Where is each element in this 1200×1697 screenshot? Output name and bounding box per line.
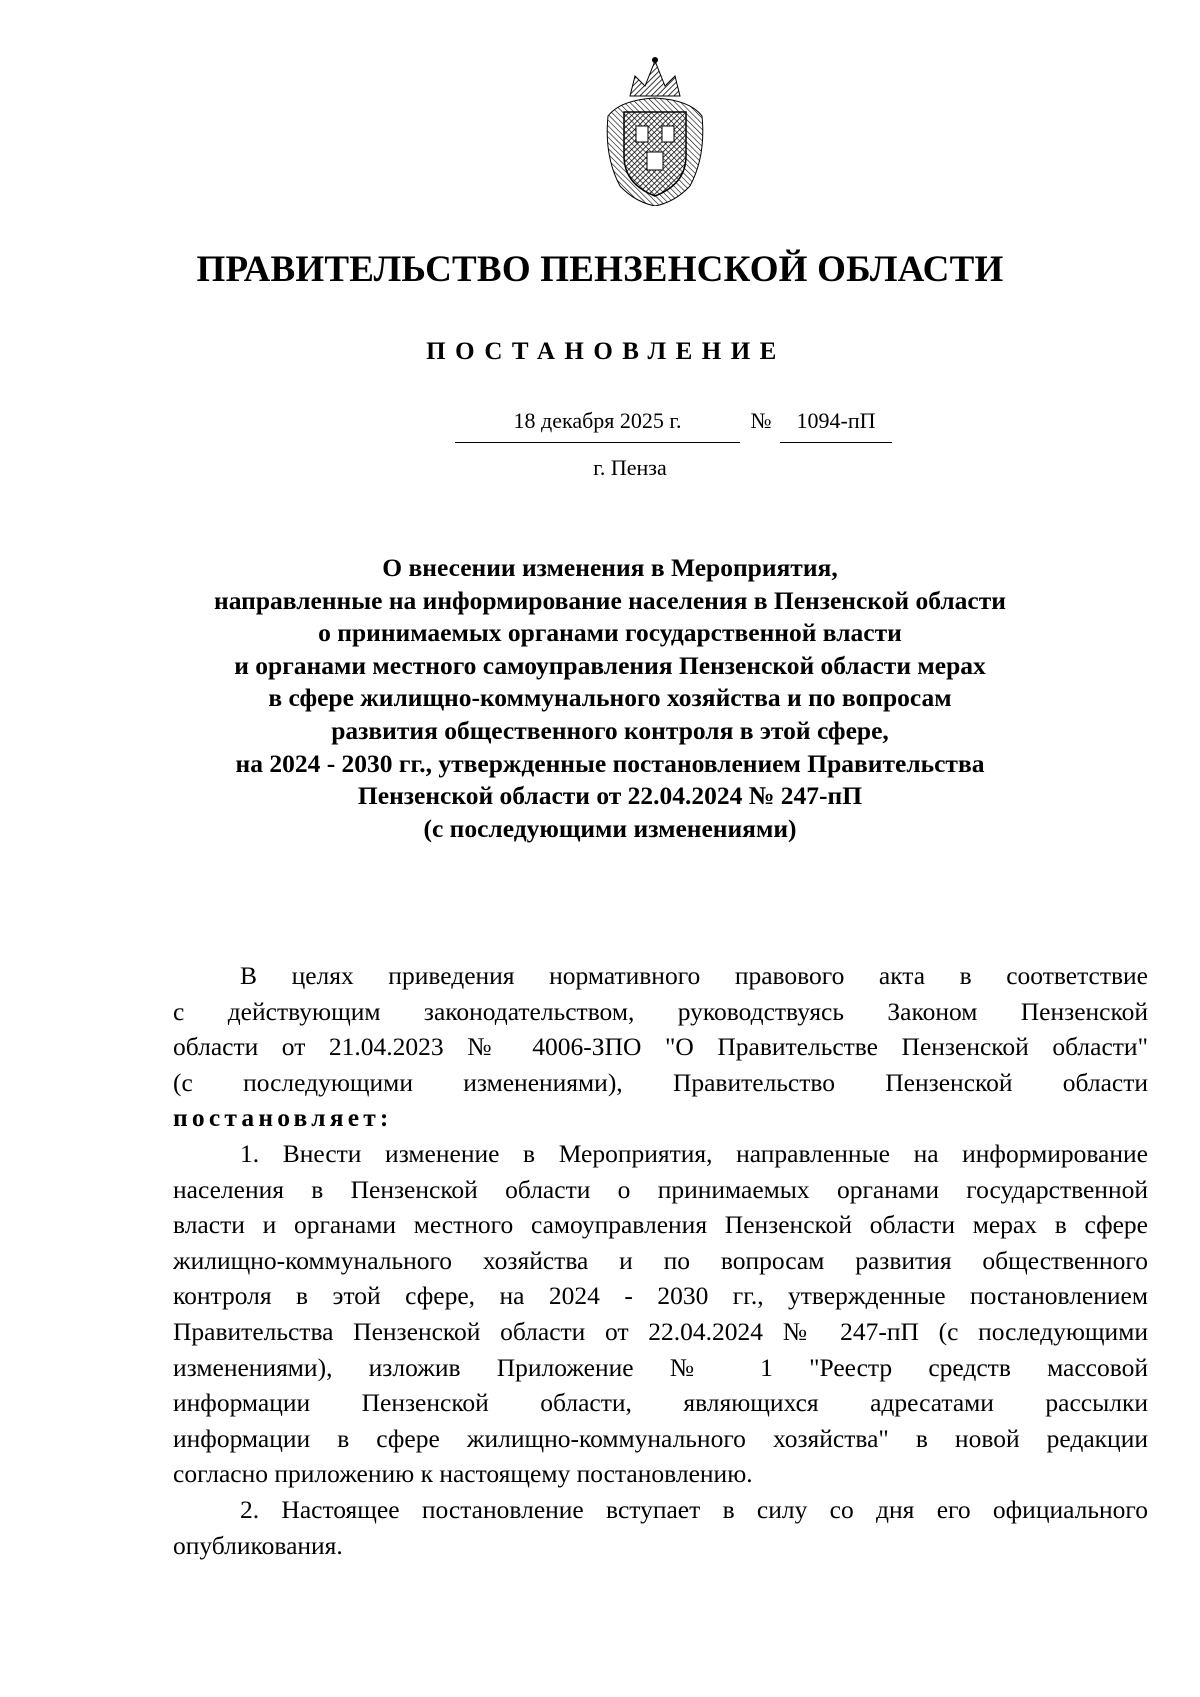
item-1-line: 1. Внести изменение в Мероприятия, направленные на информирование xyxy=(240,1138,1148,1168)
document-body xyxy=(173,958,1148,1563)
document-city: г. Пенза xyxy=(593,455,667,480)
document-date: 18 декабря 2025 г. xyxy=(455,408,740,443)
item-2-line: опубликования. xyxy=(173,1530,343,1560)
resolves-word: постановляет: xyxy=(173,1103,393,1133)
preamble-line: области от 21.04.2023 № 4006-ЗПО "О Правительстве Пензенской области" xyxy=(173,1032,1148,1062)
item-1-line: информации в сфере жилищно-коммунального хозяйства" в новой редакции xyxy=(173,1423,1148,1453)
organization-name: ПРАВИТЕЛЬСТВО ПЕНЗЕНСКОЙ ОБЛАСТИ xyxy=(196,249,1004,290)
title-line: направленные на информирование населения в Пензенской области xyxy=(214,585,1006,615)
item-1-line: согласно приложению к настоящему постановлению. xyxy=(173,1459,753,1489)
item-2-line: 2. Настоящее постановление вступает в силу со дня его официального xyxy=(240,1494,1148,1524)
title-line: Пензенской области от 22.04.2024 № 247-пП xyxy=(357,781,863,811)
document-title xyxy=(150,552,1070,845)
document-number: 1094-пП xyxy=(780,408,892,443)
number-sign: № xyxy=(750,408,772,433)
title-line: на 2024 - 2030 гг., утвержденные постановлением Правительства xyxy=(235,748,985,778)
item-1-line: Правительства Пензенской области от 22.04.2024 № 247-пП (с последующими xyxy=(173,1316,1148,1346)
preamble-line: В целях приведения нормативного правового акта в соответствие xyxy=(240,961,1148,990)
item-1-line: контроля в этой сфере, на 2024 - 2030 гг., утвержденные постановлением xyxy=(173,1281,1148,1311)
title-line: о принимаемых органами государственной власти xyxy=(318,618,902,648)
item-1-line: изменениями), изложив Приложение № 1 "Реестр средств массовой xyxy=(173,1352,1148,1382)
title-line: и органами местного самоуправления Пензенской области мерах xyxy=(234,650,986,680)
title-line: развития общественного контроля в этой сфере, xyxy=(331,715,889,745)
penza-coat-of-arms-icon xyxy=(600,56,710,206)
item-1-line: власти и органами местного самоуправления Пензенской области мерах в сфере xyxy=(173,1210,1148,1240)
item-1-line: жилищно-коммунального хозяйства и по вопросам развития общественного xyxy=(173,1245,1148,1275)
title-line: в сфере жилищно-коммунального хозяйства и по вопросам xyxy=(268,683,952,713)
item-1-line: населения в Пензенской области о принимаемых органами государственной xyxy=(173,1174,1148,1204)
item-1-line: информации Пензенской области, являющихся адресатами рассылки xyxy=(173,1388,1148,1418)
title-line: (с последующими изменениями) xyxy=(423,813,797,843)
title-line: О внесении изменения в Мероприятия, xyxy=(382,553,838,582)
document-type: ПОСТАНОВЛЕНИЕ xyxy=(426,338,786,365)
preamble-line: (с последующими изменениями), Правительство Пензенской области xyxy=(173,1067,1148,1097)
preamble-line: с действующим законодательством, руководствуясь Законом Пензенской xyxy=(173,996,1148,1026)
